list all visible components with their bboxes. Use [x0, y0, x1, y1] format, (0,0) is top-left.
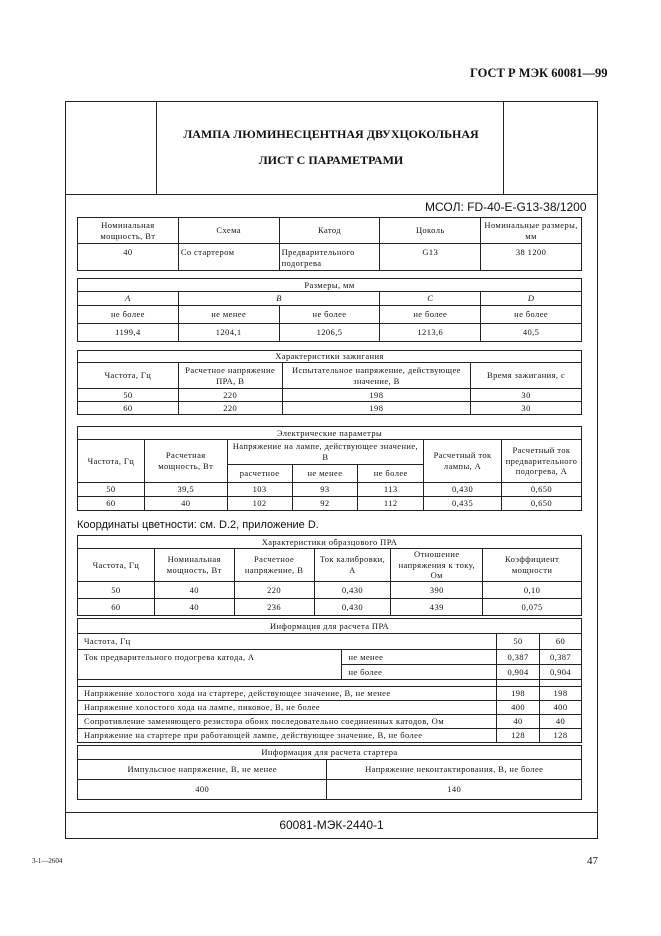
header-cell: Номинальная мощность, Вт — [154, 549, 234, 582]
table-cell: 220 — [178, 402, 282, 415]
header-cell: Импульсное напряжение, В, не менее — [78, 760, 327, 780]
table-cell: 113 — [358, 483, 424, 497]
table-cell: 198 — [282, 402, 471, 415]
chromaticity-note: Координаты цветности: см. D.2, приложение D. — [77, 519, 319, 531]
limit-cell: не менее — [178, 306, 279, 324]
sub-header-cell: не менее — [292, 465, 358, 483]
table-cell: 60 — [540, 634, 582, 650]
header-cell: Частота, Гц — [78, 549, 155, 582]
table-cell: 400 — [78, 780, 327, 800]
table-cell: 60 — [78, 402, 179, 415]
header-cell: Расчетное напряжение, В — [234, 549, 314, 582]
page-number: 47 — [587, 855, 598, 867]
footer-divider — [65, 812, 598, 813]
table-cell: 0,904 — [497, 665, 540, 680]
header-cell: Отношение напряжения к току, Ом — [391, 549, 483, 582]
header-cell: Расчетный ток предварительного подогрева, А — [501, 440, 581, 483]
table-cell: 439 — [391, 598, 483, 615]
table-cell: 40 — [154, 581, 234, 598]
table-cell: 0,075 — [483, 598, 582, 615]
general-table — [77, 217, 582, 271]
table-cell: 30 — [471, 389, 582, 402]
table-cell: 0,650 — [501, 497, 581, 511]
table-cell: 0,10 — [483, 581, 582, 598]
table-cell: 390 — [391, 581, 483, 598]
table-cell: 0,430 — [314, 581, 391, 598]
header-cell: Ток калибровки, А — [314, 549, 391, 582]
table-cell: 50 — [78, 581, 155, 598]
header-cell: Расчетное напряжение ПРА, В — [178, 363, 282, 389]
row-label: Ток предварительного подогрева катода, А — [78, 650, 342, 680]
title-box — [65, 101, 598, 195]
header-cell: Частота, Гц — [78, 440, 145, 483]
table-cell: Со стартером — [178, 244, 279, 271]
dimension-letter: D — [481, 292, 582, 306]
header-cell: Номинальная мощность, Вт — [78, 218, 179, 244]
table-cell: 220 — [178, 389, 282, 402]
header-cell: Частота, Гц — [78, 363, 179, 389]
table-cell: 198 — [282, 389, 471, 402]
header-cell: Номинальные размеры, мм — [481, 218, 582, 244]
table-cell: 1206,5 — [279, 324, 380, 342]
sheet-title: ЛАМПА ЛЮМИНЕСЦЕНТНАЯ ДВУХЦОКОЛЬНАЯ — [183, 127, 479, 141]
table-cell: 50 — [497, 634, 540, 650]
table-cell: 198 — [540, 687, 582, 701]
table-cell: 236 — [234, 598, 314, 615]
limit-cell: не более — [279, 306, 380, 324]
header-cell: Коэффициент мощности — [483, 549, 582, 582]
row-label: Напряжение холостого хода на стартере, действующее значение, В, не менее — [78, 687, 497, 701]
table-cell: 40 — [78, 244, 179, 271]
electrical-table — [77, 426, 582, 511]
header-cell: Испытательное напряжение, действующее значение, В — [282, 363, 471, 389]
table-title: Информация для расчета стартера — [78, 746, 582, 760]
table-cell: 400 — [540, 701, 582, 715]
table-title: Размеры, мм — [78, 279, 582, 292]
table-cell: Предварительного подогрева — [279, 244, 380, 271]
header-cell: Расчетная мощность, Вт — [144, 440, 227, 483]
dimension-letter: C — [380, 292, 481, 306]
row-label: Сопротивление заменяющего резистора обоих последовательно соединенных катодов, Ом — [78, 715, 497, 729]
table-cell: 40 — [154, 598, 234, 615]
table-cell: 40,5 — [481, 324, 582, 342]
table-cell: 39,5 — [144, 483, 227, 497]
table-cell: 103 — [227, 483, 292, 497]
header-cell: Напряжение на лампе, действующее значение, В — [227, 440, 423, 465]
table-cell: 60 — [78, 497, 145, 511]
row-label: Частота, Гц — [78, 634, 497, 650]
table-cell: 128 — [497, 729, 540, 743]
dimension-letter: A — [78, 292, 179, 306]
table-cell: 0,904 — [540, 665, 582, 680]
header-cell: Напряжение неконтактирования, В, не более — [327, 760, 582, 780]
standard-header: ГОСТ Р МЭК 60081—99 — [470, 66, 608, 80]
table-cell: 198 — [497, 687, 540, 701]
header-cell: Цоколь — [380, 218, 481, 244]
table-cell: 40 — [540, 715, 582, 729]
table-cell: 140 — [327, 780, 582, 800]
sub-header-cell: не более — [358, 465, 424, 483]
limit-cell: не более — [380, 306, 481, 324]
table-cell: 92 — [292, 497, 358, 511]
table-cell: 40 — [144, 497, 227, 511]
table-cell: 40 — [497, 715, 540, 729]
sheet-subtitle: ЛИСТ С ПАРАМЕТРАМИ — [258, 153, 404, 167]
table-title: Характеристики зажигания — [78, 351, 582, 363]
header-cell: Катод — [279, 218, 380, 244]
table-cell: G13 — [380, 244, 481, 271]
table-cell: 0,435 — [424, 497, 502, 511]
table-cell: 1213,6 — [380, 324, 481, 342]
row-label: Напряжение холостого хода на лампе, пиковое, В, не более — [78, 701, 497, 715]
table-title: Информация для расчета ПРА — [78, 619, 582, 634]
table-cell: 0,387 — [497, 650, 540, 665]
table-cell: 60 — [78, 598, 155, 615]
row-label: Напряжение на стартере при работающей лампе, действующее значение, В, не более — [78, 729, 497, 743]
limit-cell: не более — [342, 665, 497, 680]
starter-design-table — [77, 745, 582, 800]
table-cell: 102 — [227, 497, 292, 511]
sub-header-cell: расчетное — [227, 465, 292, 483]
table-cell: 0,430 — [314, 598, 391, 615]
header-cell: Время зажигания, с — [471, 363, 582, 389]
table-title: Электрические параметры — [78, 427, 582, 440]
dimension-letter: B — [178, 292, 380, 306]
ballast-design-table — [77, 618, 582, 743]
header-cell: Схема — [178, 218, 279, 244]
table-cell: 93 — [292, 483, 358, 497]
reference-ballast-table — [77, 535, 582, 616]
dimensions-table — [77, 278, 582, 342]
table-cell: 400 — [497, 701, 540, 715]
table-title: Характеристики образцового ПРА — [78, 536, 582, 549]
table-cell: 30 — [471, 402, 582, 415]
header-cell: Расчетный ток лампы, А — [424, 440, 502, 483]
print-code: 3-1—2604 — [32, 857, 63, 865]
table-cell: 1204,1 — [178, 324, 279, 342]
table-cell: 1199,4 — [78, 324, 179, 342]
limit-cell: не более — [481, 306, 582, 324]
limit-cell: не менее — [342, 650, 497, 665]
table-cell: 128 — [540, 729, 582, 743]
table-cell: 50 — [78, 483, 145, 497]
ignition-table — [77, 350, 582, 415]
table-cell: 38 1200 — [481, 244, 582, 271]
table-cell: 220 — [234, 581, 314, 598]
table-cell: 50 — [78, 389, 179, 402]
table-cell: 0,430 — [424, 483, 502, 497]
sheet-code: 60081-МЭК-2440-1 — [279, 818, 384, 832]
designation: МСОЛ: FD-40-E-G13-38/1200 — [425, 200, 587, 214]
table-cell: 0,650 — [501, 483, 581, 497]
limit-cell: не более — [78, 306, 179, 324]
table-cell: 0,387 — [540, 650, 582, 665]
table-cell: 112 — [358, 497, 424, 511]
